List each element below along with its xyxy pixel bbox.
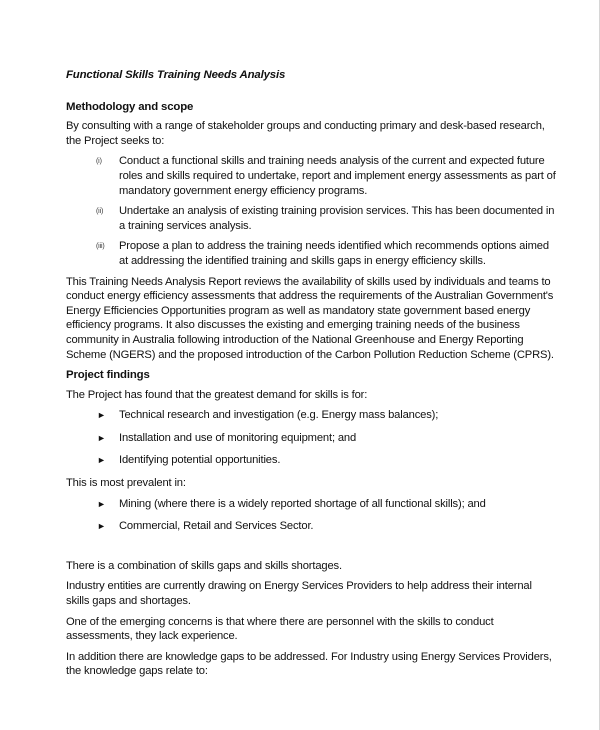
list-item-text: Undertake an analysis of existing training provision services. This has been documented in a training services analysis. [119, 205, 555, 232]
findings-paragraph: There is a combination of skills gaps and skills shortages. [66, 559, 342, 572]
list-item [66, 408, 556, 423]
bullet-icon: ► [97, 410, 106, 421]
list-item-text: Commercial, Retail and Services Sector. [119, 520, 314, 533]
list-item-text: Technical research and investigation (e.g. Energy mass balances); [119, 409, 439, 422]
list-item-text: Mining (where there is a widely reported shortage of all functional skills); and [119, 497, 486, 510]
report-paragraph: This Training Needs Analysis Report reviews the availability of skills used by individuals and teams to conduct energy efficiency assessments that address the requirements of the Australian Government's Energy Efficiencies Opportunities program as well as mandatory state government based energy efficiency programs. It also discusses the existing and emerging training needs of the business community in Australia following introduction of the National Greenhouse and Energy Reporting Scheme (NGERS) and the proposed introduction of the Carbon Pollution Reduction Scheme (CPRS). [66, 275, 554, 361]
list-item [66, 204, 556, 233]
bullet-icon: ► [97, 455, 106, 466]
bullet-icon: ► [97, 498, 106, 509]
list-item-text: Conduct a functional skills and training needs analysis of the current and expected future roles and skills required to undertake, report and implement energy assessments as part of mandatory government energy efficiency programs. [119, 155, 556, 197]
list-item-text: Propose a plan to address the training needs identified which recommends options aimed at addressing the identified training and skills gaps in energy efficiency skills. [119, 240, 549, 267]
list-marker: (iii) [96, 243, 105, 251]
list-item [66, 453, 556, 468]
list-item-text: Identifying potential opportunities. [119, 454, 281, 467]
methodology-heading: Methodology and scope [66, 100, 194, 113]
list-marker: (i) [96, 158, 102, 166]
list-item [66, 519, 556, 534]
findings-paragraph: In addition there are knowledge gaps to be addressed. For Industry using Energy Services Providers, the knowledge gaps relate to: [66, 650, 552, 678]
list-item [66, 431, 556, 446]
findings-paragraph: Industry entities are currently drawing on Energy Services Providers to help address their internal skills gaps and shortages. [66, 580, 532, 608]
list-marker: (ii) [96, 208, 104, 216]
demand-intro: The Project has found that the greatest demand for skills is for: [66, 388, 368, 401]
findings-heading: Project findings [66, 369, 150, 382]
bullet-icon: ► [97, 521, 106, 532]
paragraph-spacer [66, 542, 556, 559]
document-title: Functional Skills Training Needs Analysis [66, 69, 286, 81]
list-item [66, 497, 556, 512]
prevalent-list [66, 497, 556, 534]
demand-list [66, 408, 556, 468]
list-item [66, 154, 556, 198]
list-item [66, 239, 556, 268]
findings-paragraph: One of the emerging concerns is that where there are personnel with the skills to conduct assessments, they lack experience. [66, 615, 494, 643]
methodology-intro: By consulting with a range of stakeholder groups and conducting primary and desk-based research, the Project seeks to: [66, 120, 545, 147]
list-item-text: Installation and use of monitoring equipment; and [119, 431, 357, 444]
document-body [66, 68, 556, 685]
prevalent-intro: This is most prevalent in: [66, 477, 186, 490]
bullet-icon: ► [97, 432, 106, 443]
methodology-list [66, 154, 556, 268]
